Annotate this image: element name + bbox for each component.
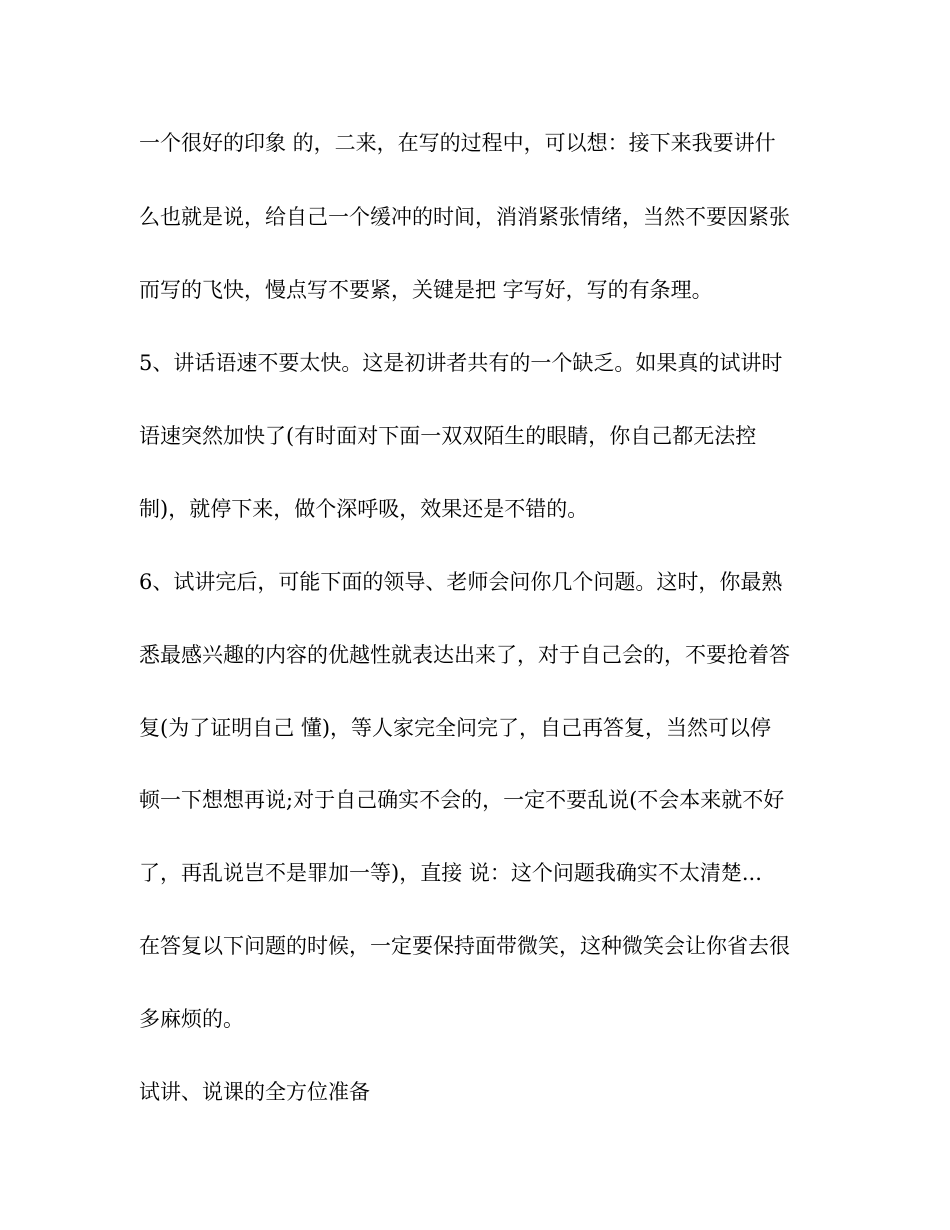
text-line: 了，再乱说岂不是罪加一等)，直接 说：这个问题我确实不太清楚...	[139, 861, 762, 885]
text-line: 而写的飞快，慢点写不要紧，关键是把 字写好，写的有条理。	[139, 278, 713, 302]
text-line: 复(为了证明自己 懂)，等人家完全问完了，自己再答复，当然可以停	[139, 716, 772, 740]
text-line: 多麻烦的。	[139, 1007, 244, 1031]
text-line: 6、试讲完后，可能下面的领导、老师会问你几个问题。这时，你最熟	[139, 570, 783, 594]
text-line: 么也就是说，给自己一个缓冲的时间，消消紧张情绪，当然不要因紧张	[139, 205, 790, 229]
text-line: 制)，就停下来，做个深呼吸，效果还是不错的。	[139, 497, 589, 521]
text-line: 5、讲话语速不要太快。这是初讲者共有的一个缺乏。如果真的试讲时	[139, 351, 783, 375]
text-line: 一个很好的印象 的，二来，在写的过程中，可以想：接下来我要讲什	[139, 131, 776, 155]
text-line: 在答复以下问题的时候，一定要保持面带微笑，这种微笑会让你省去很	[139, 934, 790, 958]
section-heading: 试讲、说课的全方位准备	[139, 1080, 370, 1104]
text-line: 悉最感兴趣的内容的优越性就表达出来了，对于自己会的，不要抢着答	[139, 643, 790, 667]
text-line: 顿一下想想再说;对于自己确实不会的，一定不要乱说(不会本来就不好	[139, 788, 785, 812]
text-line: 语速突然加快了(有时面对下面一双双陌生的眼睛，你自己都无法控	[139, 424, 757, 448]
